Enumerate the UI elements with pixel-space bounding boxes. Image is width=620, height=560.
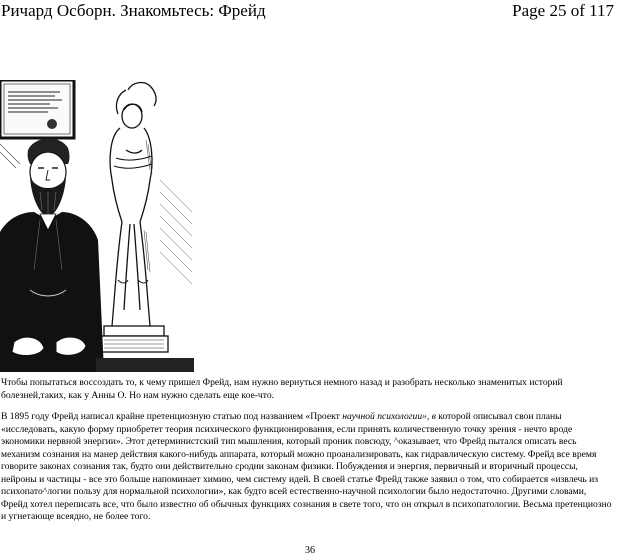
- paragraph-project-psychology: [1, 411, 613, 524]
- paragraph-part2: которой описывал свои планы «исследовать, какую форму приобретет теория психического функционирования, если принять количественную точку зрения - нечто вроде экономики нервной энергии». Этот детерминистский тип мышления, который проник повсюду, ^оказывает, что Фрейд пытался описать весь механизм сознания на манер действия какого-нибудь аппарата, который можно проанализировать, как гидравлическую систему. Фрейд все время говорите законах сознания так, будто они действительно сродни законам физики. Побуждения и энергия, первичный и вторичный процессы, нейроны и частицы - все это больше напоминает химию, чем систему идей. В своей статье Фрейд также заявил о том, что собирается «извлечь из психопато^логии пользу для нормальной психологии», как будто всей естественно-научной психологии было недостаточно. Другими словами, Фрейд хотел переписать все, что было известно об обычных функциях сознания в свете того, что он открыл в психопатологии. Весьма претенциозно и угнетающе всеядно, не более того.: [1, 411, 612, 522]
- freud-engraving-icon: [0, 80, 194, 372]
- book-title: Ричард Осборн. Знакомьтесь: Фрейд: [1, 1, 266, 20]
- page-counter: Page 25 of 117: [512, 1, 614, 20]
- page-header: [0, 0, 620, 24]
- page-number: 36: [305, 545, 315, 556]
- freud-illustration: [0, 80, 194, 372]
- paragraph-intro: Чтобы попытаться воссоздать то, к чему пришел Фрейд, нам нужно вернуться немного назад и разобрать несколько знаменитых историй болезней,таких, как у Анны О. Но нам нужно сделать еще кое-что.: [1, 377, 563, 401]
- paragraph-part1: В 1895 году Фрейд написал крайне претенциозную статью под названием «Проект: [1, 411, 343, 422]
- paragraph-italic: научной психологии», в: [342, 411, 436, 422]
